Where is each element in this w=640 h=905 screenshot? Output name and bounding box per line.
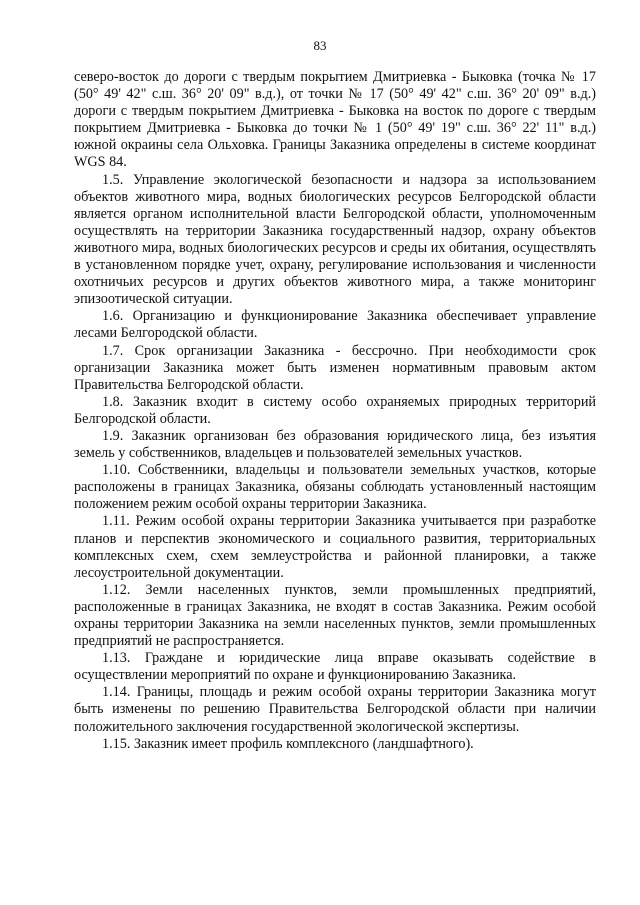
paragraph-boundary-description: северо-восток до дороги с твердым покрытием Дмитриевка - Быковка (точка № 17 (50° 49' 42" с.ш. 36° 20' 09" в.д.), от точки № 17 (50° 49' 42" с.ш. 36° 20' 09" в.д.) дороги с твердым покрытием Дмитриевка - Быковка на восток по дороге с твердым покрытием Дмитриевка - Быковка до точки № 1 (50° 49' 19" с.ш. 36° 22' 11" в.д.) южной окраины села Ольховка. Границы Заказника определены в системе координат WGS 84. [74, 69, 596, 171]
paragraph-1-6: 1.6. Организацию и функционирование Заказника обеспечивает управление лесами Белгородской области. [74, 308, 596, 342]
paragraph-1-14: 1.14. Границы, площадь и режим особой охраны территории Заказника могут быть изменены по решению Правительства Белгородской области при наличии положительного заключения государственной экологической экспертизы. [74, 684, 596, 735]
paragraph-1-10: 1.10. Собственники, владельцы и пользователи земельных участков, которые расположены в границах Заказника, обязаны соблюдать установленный настоящим положением режим особой охраны территории Заказника. [74, 462, 596, 513]
paragraph-1-12: 1.12. Земли населенных пунктов, земли промышленных предприятий, расположенные в границах Заказника, не входят в состав Заказника. Режим особой охраны территории Заказника на земли населенных пунктов, земли промышленных предприятий не распространяется. [74, 581, 596, 650]
document-body [74, 69, 596, 753]
paragraph-1-7: 1.7. Срок организации Заказника - бессрочно. При необходимости срок организации Заказника может быть изменен нормативным правовым актом Правительства Белгородской области. [74, 342, 596, 393]
paragraph-1-5: 1.5. Управление экологической безопасности и надзора за использованием объектов животного мира, водных биологических ресурсов Белгородской области является органом исполнительной власти Белгородской области, уполномоченным осуществлять на территории Заказника государственный надзор, охрану объектов животного мира, водных биологических ресурсов и среды их обитания, осуществлять в установленном порядке учет, охрану, регулирование использования и численности охотничьих ресурсов и других объектов животного мира, а также мониторинг эпизоотической ситуации. [74, 171, 596, 308]
paragraph-1-13: 1.13. Граждане и юридические лица вправе оказывать содействие в осуществлении мероприятий по охране и функционированию Заказника. [74, 650, 596, 684]
paragraph-1-11: 1.11. Режим особой охраны территории Заказника учитывается при разработке планов и перспектив экономического и социального развития, территориальных комплексных схем, схем землеустройства и районной планировки, а также лесоустроительной документации. [74, 513, 596, 581]
paragraph-1-9: 1.9. Заказник организован без образования юридического лица, без изъятия земель у собственников, владельцев и пользователей земельных участков. [74, 427, 596, 462]
paragraph-1-8: 1.8. Заказник входит в систему особо охраняемых природных территорий Белгородской области. [74, 393, 596, 427]
paragraph-1-15: 1.15. Заказник имеет профиль комплексного (ландшафтного). [102, 735, 474, 752]
page-number: 83 [313, 38, 327, 53]
